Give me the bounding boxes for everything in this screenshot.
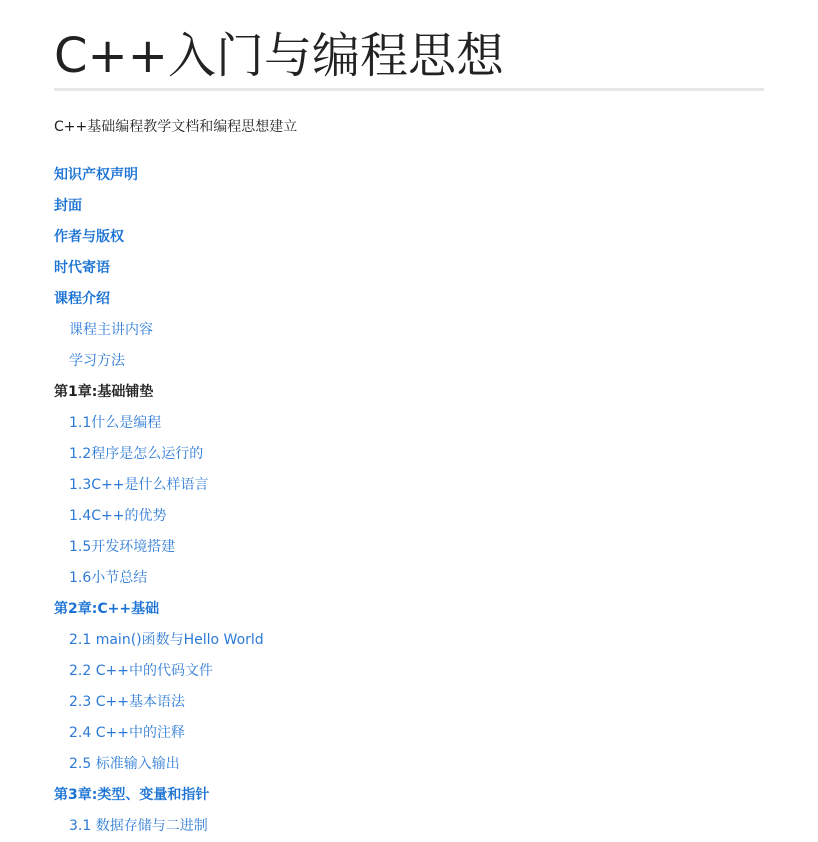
toc-chapter-link[interactable]: 第2章:C++基础 xyxy=(54,601,160,617)
toc-chapter-item xyxy=(54,780,764,811)
toc-chapter-item xyxy=(54,253,764,284)
toc-chapter-link[interactable]: 作者与版权 xyxy=(54,229,124,245)
toc-chapter-link[interactable]: 时代寄语 xyxy=(54,260,110,276)
table-of-contents xyxy=(54,160,764,842)
toc-section-link[interactable]: 1.2程序是怎么运行的 xyxy=(69,446,204,462)
toc-section-link[interactable]: 1.4C++的优势 xyxy=(69,508,167,524)
toc-section-item xyxy=(54,346,764,377)
toc-section-link[interactable]: 2.1 main()函数与Hello World xyxy=(69,632,264,648)
toc-chapter-item xyxy=(54,377,764,408)
toc-section-item xyxy=(54,749,764,780)
title-divider xyxy=(54,88,764,91)
toc-chapter-link[interactable]: 课程介绍 xyxy=(54,291,110,307)
toc-section-item xyxy=(54,315,764,346)
toc-section-link[interactable]: 2.3 C++基本语法 xyxy=(69,694,185,710)
toc-section-item xyxy=(54,408,764,439)
toc-chapter-item xyxy=(54,284,764,315)
toc-chapter-link[interactable]: 第3章:类型、变量和指针 xyxy=(54,787,210,803)
toc-section-link[interactable]: 2.2 C++中的代码文件 xyxy=(69,663,213,679)
toc-section-item xyxy=(54,656,764,687)
page-subtitle: C++基础编程教学文档和编程思想建立 xyxy=(54,119,298,135)
toc-section-link[interactable]: 2.5 标准输入输出 xyxy=(69,756,180,772)
toc-section-link[interactable]: 2.4 C++中的注释 xyxy=(69,725,185,741)
toc-section-item xyxy=(54,625,764,656)
toc-section-link[interactable]: 1.5开发环境搭建 xyxy=(69,539,176,555)
toc-section-link[interactable]: 1.6小节总结 xyxy=(69,570,148,586)
toc-chapter-item xyxy=(54,222,764,253)
toc-section-item xyxy=(54,687,764,718)
toc-section-link[interactable]: 1.3C++是什么样语言 xyxy=(69,477,209,493)
toc-section-item xyxy=(54,563,764,594)
document xyxy=(54,0,764,842)
toc-chapter-item xyxy=(54,191,764,222)
toc-section-link[interactable]: 课程主讲内容 xyxy=(69,322,153,338)
toc-chapter-item xyxy=(54,594,764,625)
toc-chapter-item xyxy=(54,160,764,191)
toc-section-item xyxy=(54,532,764,563)
toc-section-item xyxy=(54,439,764,470)
toc-chapter-link[interactable]: 封面 xyxy=(54,198,82,214)
toc-section-item xyxy=(54,501,764,532)
page-title: C++入门与编程思想 xyxy=(54,28,504,84)
toc-chapter-link[interactable]: 第1章:基础铺垫 xyxy=(54,384,154,400)
toc-section-item xyxy=(54,470,764,501)
toc-section-link[interactable]: 1.1什么是编程 xyxy=(69,415,162,431)
toc-section-item xyxy=(54,718,764,749)
toc-section-link[interactable]: 3.1 数据存储与二进制 xyxy=(69,818,208,834)
toc-chapter-link[interactable]: 知识产权声明 xyxy=(54,167,138,183)
toc-section-link[interactable]: 学习方法 xyxy=(69,353,125,369)
toc-section-item xyxy=(54,811,764,842)
